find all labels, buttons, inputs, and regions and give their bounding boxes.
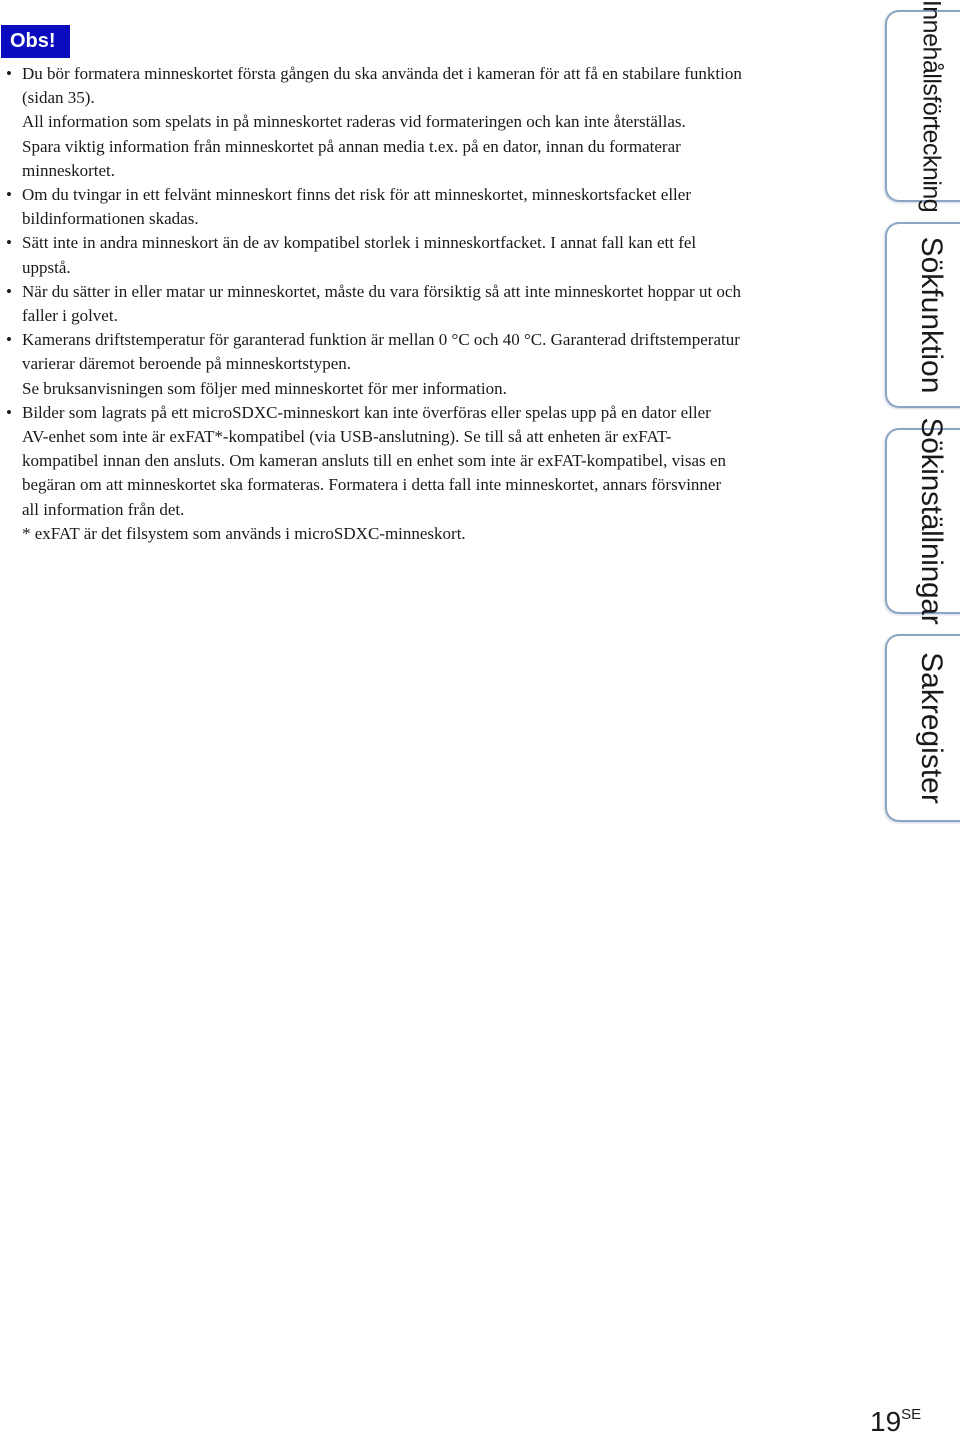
notes-list bbox=[0, 62, 860, 546]
tab-label: Sökfunktion bbox=[915, 236, 948, 394]
tab-label: Sökinställningar bbox=[915, 417, 948, 625]
note-line: Du bör formatera minneskortet första gången du ska använda det i kameran för att få en stabilare funktion bbox=[22, 64, 742, 83]
note-line: AV-enhet som inte är exFAT*-kompatibel (via USB-anslutning). Se till så att enheten är exFAT- bbox=[22, 427, 672, 447]
note-item-compatible-size bbox=[0, 231, 860, 279]
note-line: uppstå. bbox=[22, 257, 71, 277]
bullet-icon: • bbox=[6, 402, 12, 422]
note-line: Sätt inte in andra minneskort än de av kompatibel storlek i minneskortfacket. I annat fall kan ett fel bbox=[22, 233, 697, 253]
bullet-icon: • bbox=[6, 64, 12, 83]
note-line: kompatibel innan den ansluts. Om kameran ansluts till en enhet som inte är exFAT-kompatibel, visas en bbox=[22, 451, 726, 471]
note-line: (sidan 35). bbox=[22, 88, 95, 108]
note-line: faller i golvet. bbox=[22, 306, 118, 326]
obs-badge: Obs! bbox=[1, 25, 70, 58]
note-line: När du sätter in eller matar ur minneskortet, måste du vara försiktig så att inte minneskortet hoppar ut och bbox=[22, 281, 741, 301]
note-line: Spara viktig information från minneskortet på annan media t.ex. på en dator, innan du formaterar bbox=[22, 136, 681, 156]
note-item-wrong-insert bbox=[0, 183, 860, 231]
note-line: Om du tvingar in ett felvänt minneskort finns det risk för att minneskortet, minneskortsfacket eller bbox=[22, 185, 691, 205]
note-item-temperature bbox=[0, 328, 860, 401]
note-line: All information som spelats in på minneskortet raderas vid formateringen och kan inte återställas. bbox=[22, 112, 686, 132]
note-item-format bbox=[0, 62, 860, 183]
tab-label: Innehållsförteckning bbox=[917, 0, 946, 213]
footnote: * exFAT är det filsystem som används i microSDXC-minneskort. bbox=[22, 523, 466, 543]
note-line: all information från det. bbox=[22, 499, 185, 519]
tab-label: Sakregister bbox=[915, 652, 948, 804]
bullet-icon: • bbox=[6, 233, 12, 253]
note-item-microsdxc bbox=[0, 401, 860, 522]
note-line: Se bruksanvisningen som följer med minneskortet för mer information. bbox=[22, 378, 507, 398]
note-item-eject bbox=[0, 280, 860, 328]
note-line: Kamerans driftstemperatur för garanterad funktion är mellan 0 °C och 40 °C. Garanterad driftstemperatur bbox=[22, 330, 740, 350]
tab-table-of-contents[interactable] bbox=[885, 0, 960, 213]
tab-index[interactable] bbox=[885, 634, 960, 822]
bullet-icon: • bbox=[6, 330, 12, 350]
page-number-suffix: SE bbox=[901, 1406, 922, 1423]
note-line: begäran om att minneskortet ska formateras. Formatera i detta fall inte minneskortet, annars försvinner bbox=[22, 475, 722, 495]
page-number-value: 19 bbox=[870, 1406, 902, 1437]
tab-search-function[interactable] bbox=[885, 222, 960, 408]
note-line: minneskortet. bbox=[22, 160, 116, 180]
note-line: bildinformationen skadas. bbox=[22, 209, 199, 229]
note-line: varierar däremot beroende på minneskortstypen. bbox=[22, 354, 352, 374]
page-number bbox=[870, 1398, 921, 1439]
note-line: Bilder som lagrats på ett microSDXC-minneskort kan inte överföras eller spelas upp på en dator eller bbox=[22, 402, 711, 422]
tab-search-settings[interactable] bbox=[885, 417, 960, 625]
bullet-icon: • bbox=[6, 281, 12, 301]
bullet-icon: • bbox=[6, 185, 12, 205]
